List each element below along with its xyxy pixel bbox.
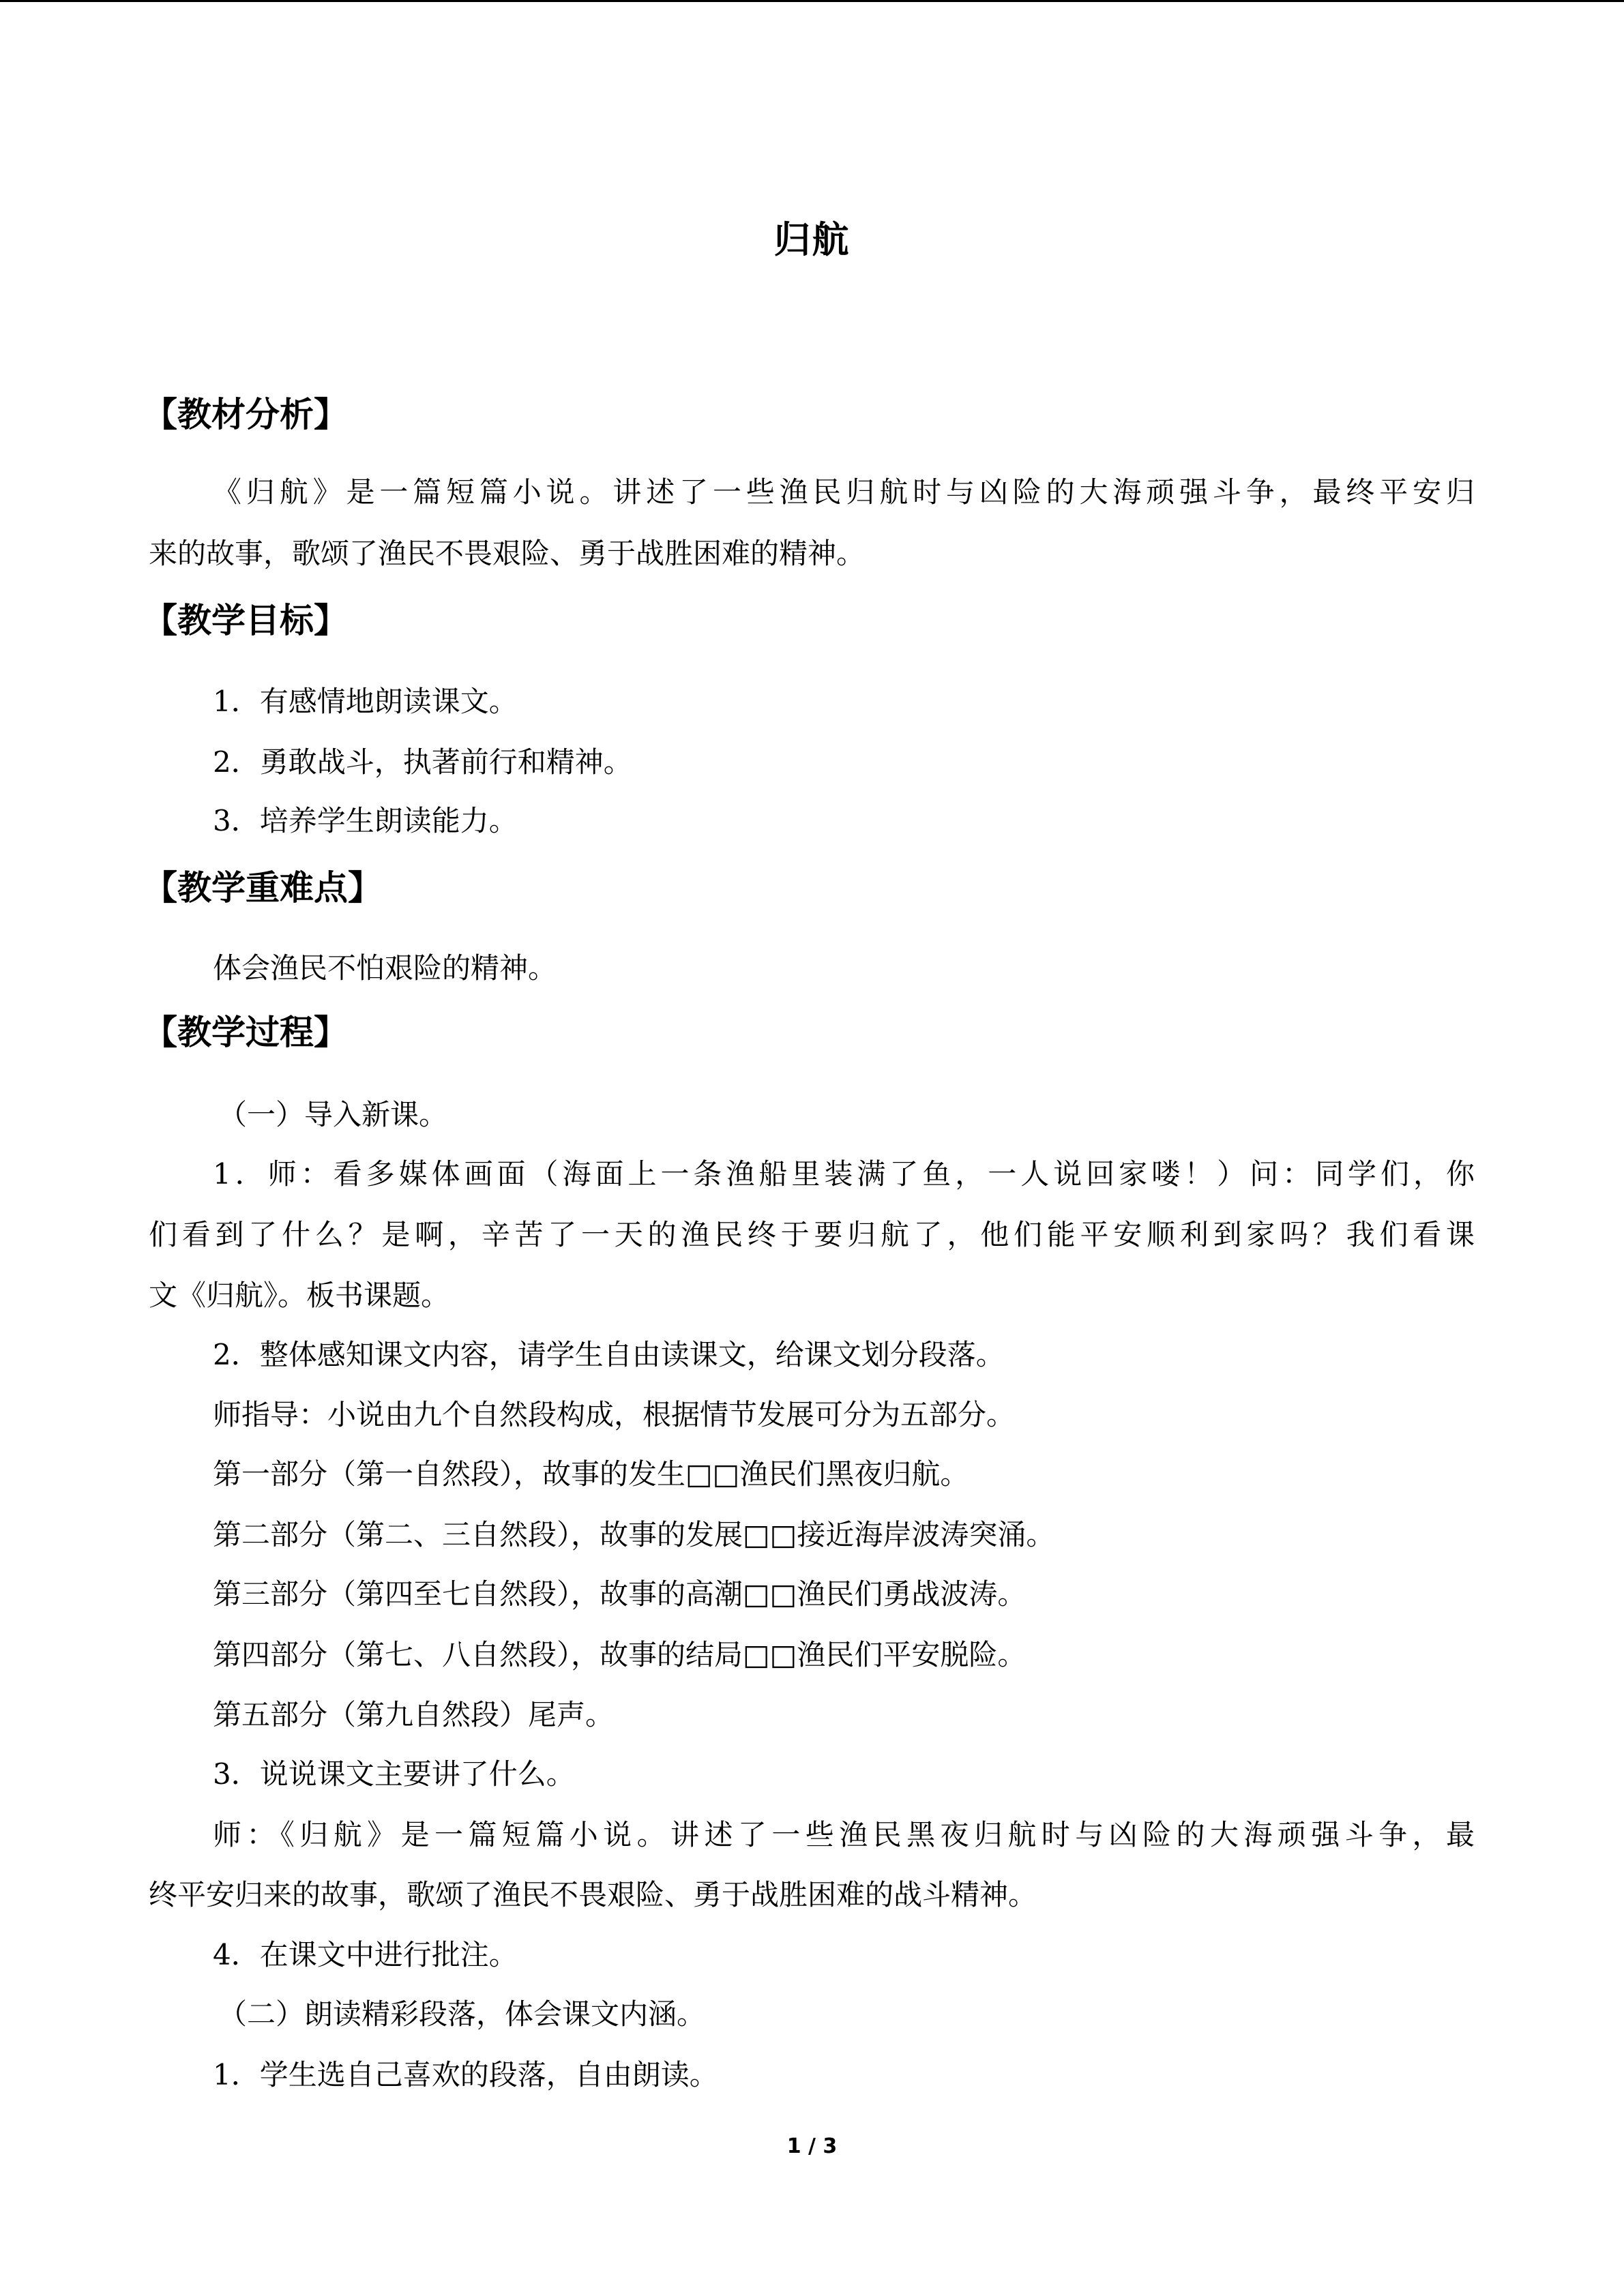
process-line: （二）朗读精彩段落，体会课文内涵。 bbox=[218, 1997, 706, 2031]
goal-item-1: 1．有感情地朗读课文。 bbox=[213, 685, 518, 718]
analysis-line-1: 《归航》是一篇短篇小说。讲述了一些渔民归航时与凶险的大海顽强斗争，最终平安归 bbox=[213, 475, 1475, 509]
goal-item-3: 3．培养学生朗读能力。 bbox=[213, 804, 518, 837]
process-line: 们看到了什么？是啊，辛苦了一天的渔民终于要归航了，他们能平安顺利到家吗？我们看课 bbox=[149, 1218, 1475, 1251]
document-title: 归航 bbox=[773, 218, 851, 261]
process-line: 师：《归航》是一篇短篇小说。讲述了一些渔民黑夜归航时与凶险的大海顽强斗争，最 bbox=[213, 1818, 1475, 1851]
heading-keypoints: 【教学重难点】 bbox=[143, 868, 382, 908]
heading-process: 【教学过程】 bbox=[143, 1013, 348, 1052]
process-line: 第四部分（第七、八自然段），故事的结局□□渔民们平安脱险。 bbox=[213, 1638, 1027, 1671]
process-line: 第五部分（第九自然段）尾声。 bbox=[213, 1698, 615, 1731]
analysis-line-2: 来的故事，歌颂了渔民不畏艰险、勇于战胜困难的精神。 bbox=[149, 537, 866, 570]
process-line: 终平安归来的故事，歌颂了渔民不畏艰险、勇于战胜困难的战斗精神。 bbox=[149, 1878, 1037, 1911]
goal-item-2: 2．勇敢战斗，执著前行和精神。 bbox=[213, 745, 632, 779]
process-line: 第二部分（第二、三自然段），故事的发展□□接近海岸波涛突涌。 bbox=[213, 1518, 1055, 1551]
process-line: 1．学生选自己喜欢的段落，自由朗读。 bbox=[213, 2058, 718, 2091]
process-line: （一）导入新课。 bbox=[218, 1098, 448, 1131]
process-line: 第一部分（第一自然段），故事的发生□□渔民们黑夜归航。 bbox=[213, 1457, 969, 1491]
process-line: 3．说说课文主要讲了什么。 bbox=[213, 1757, 575, 1791]
process-line: 2．整体感知课文内容，请学生自由读课文，给课文划分段落。 bbox=[213, 1338, 1005, 1371]
keypoints-text: 体会渔民不怕艰险的精神。 bbox=[213, 951, 557, 985]
process-line: 文《归航》。板书课题。 bbox=[149, 1279, 450, 1312]
heading-analysis: 【教材分析】 bbox=[143, 395, 348, 434]
process-line: 4．在课文中进行批注。 bbox=[213, 1938, 518, 1971]
heading-goals: 【教学目标】 bbox=[143, 601, 348, 640]
page-number: 1 / 3 bbox=[786, 2134, 838, 2158]
process-line: 1．师：看多媒体画面（海面上一条渔船里装满了鱼，一人说回家喽！）问：同学们，你 bbox=[213, 1157, 1475, 1191]
top-border-rule bbox=[0, 0, 1624, 2]
process-line: 第三部分（第四至七自然段），故事的高潮□□渔民们勇战波涛。 bbox=[213, 1577, 1027, 1611]
process-line: 师指导：小说由九个自然段构成，根据情节发展可分为五部分。 bbox=[213, 1398, 1016, 1431]
